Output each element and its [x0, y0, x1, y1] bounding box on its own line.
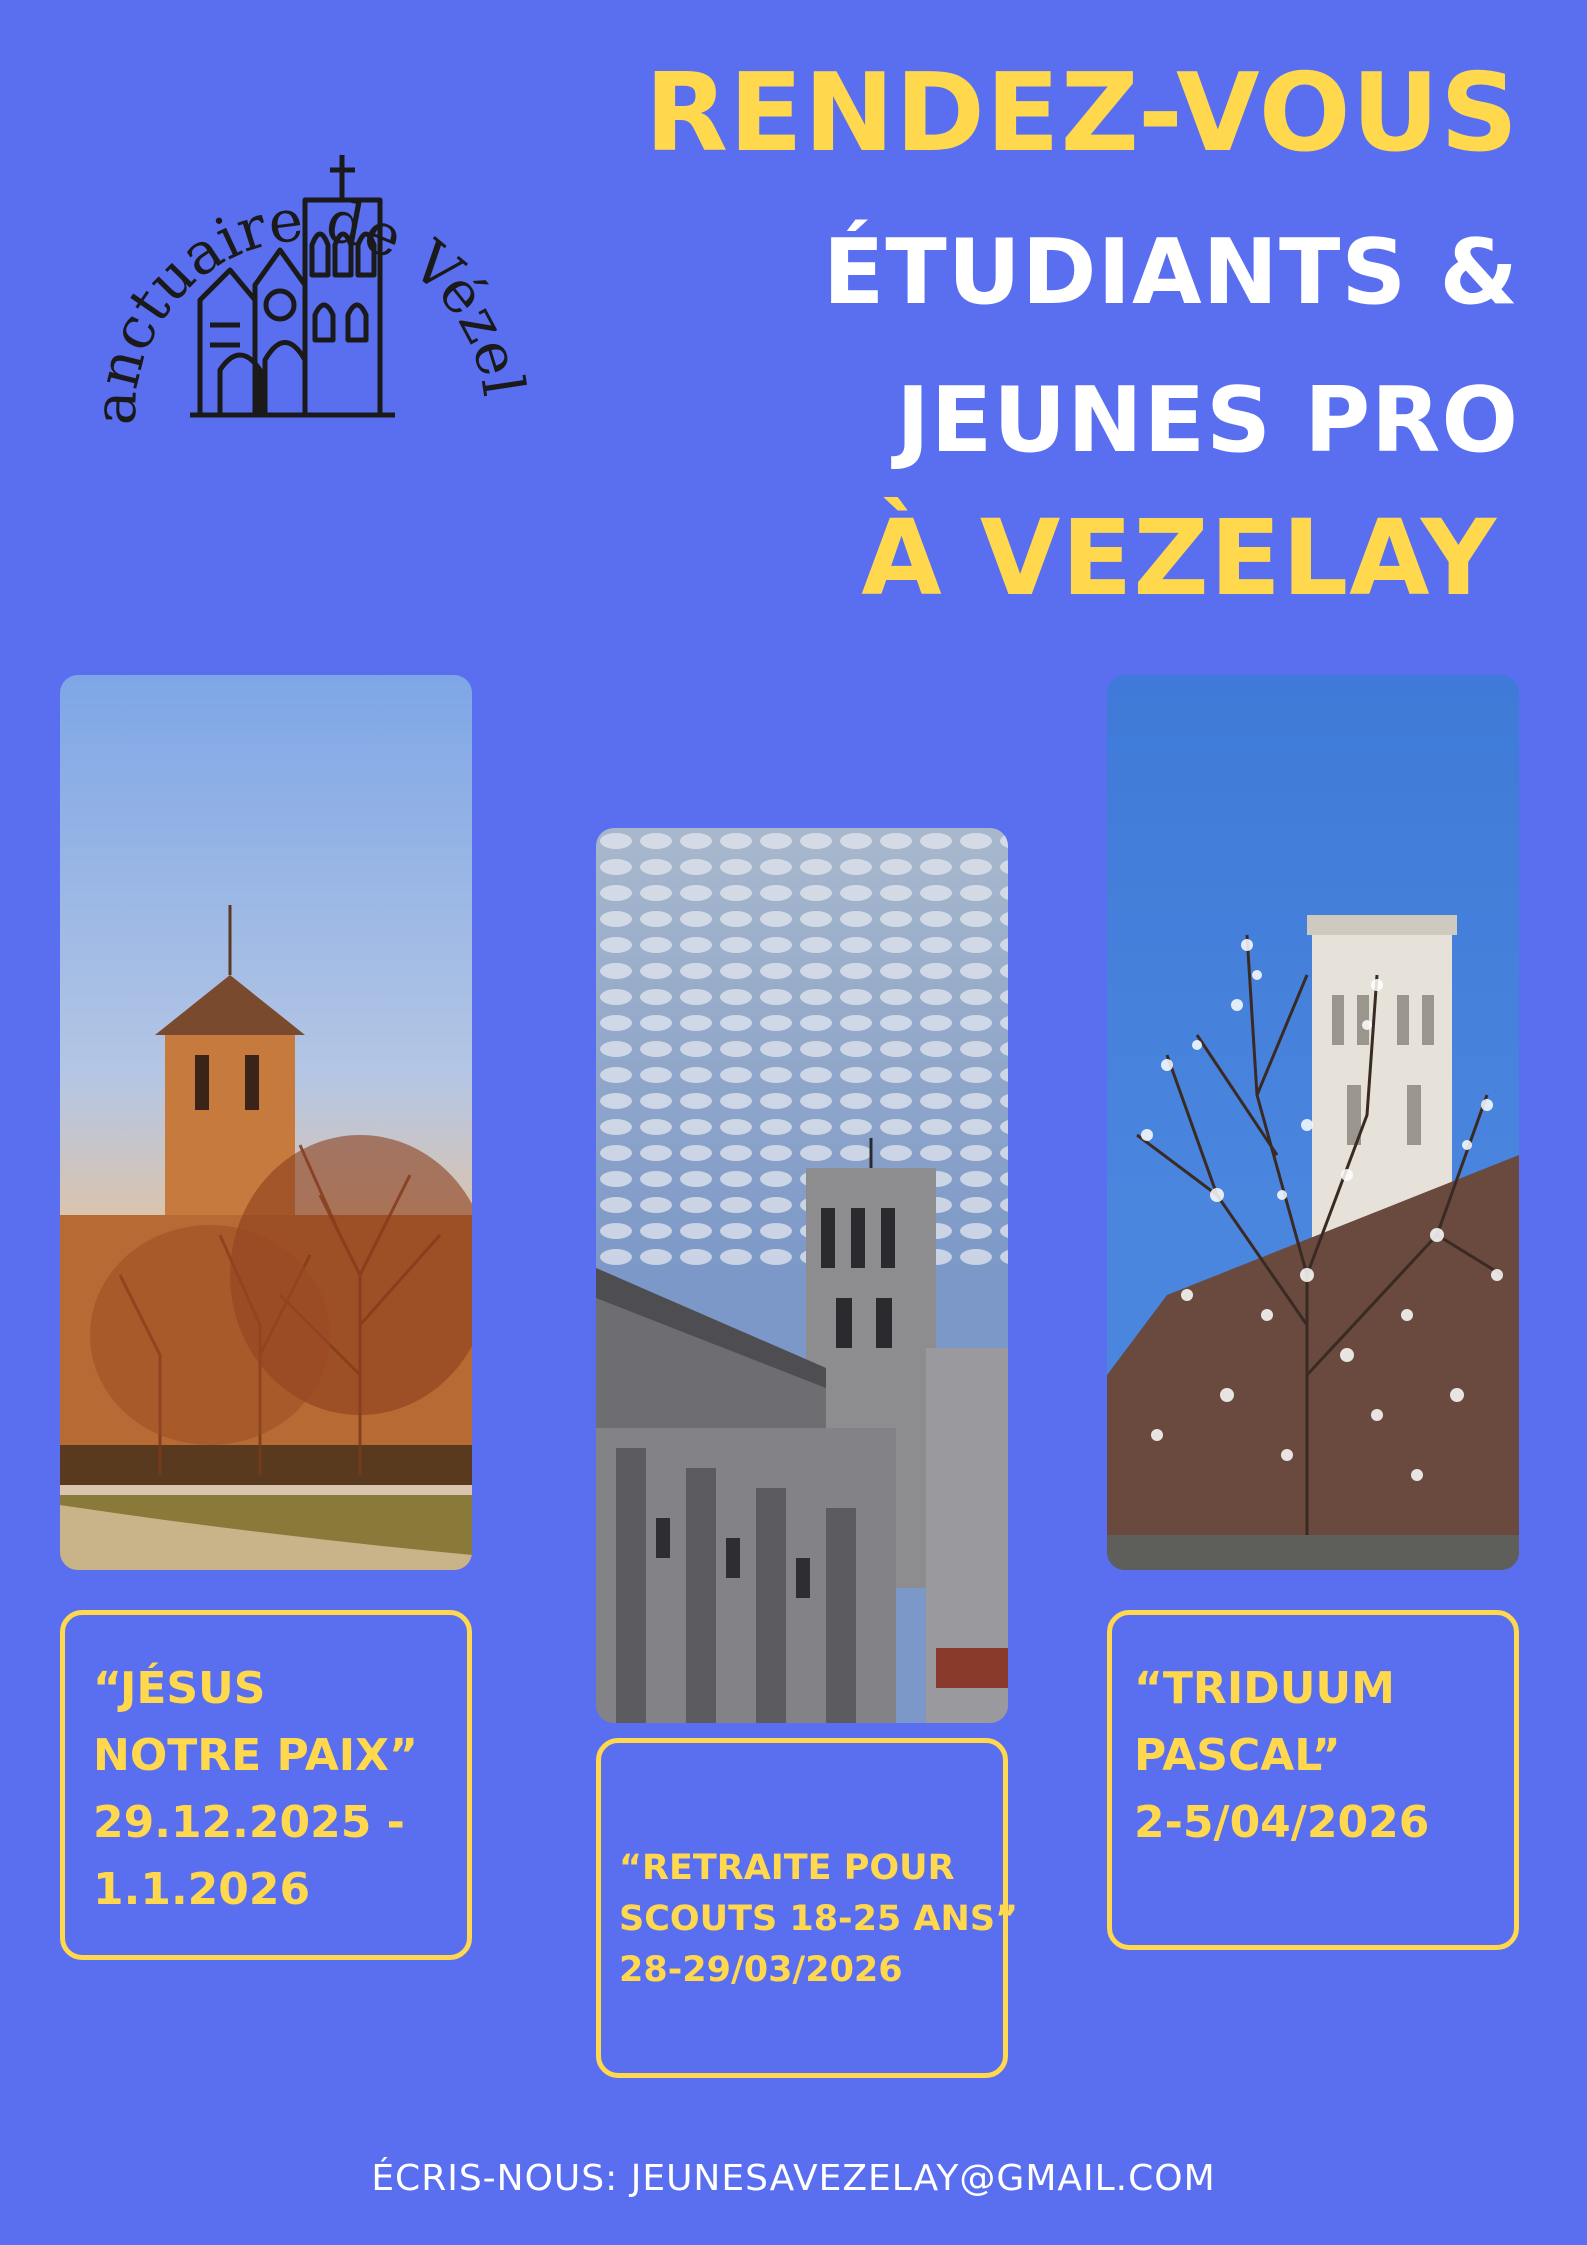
tower-blossom-tree-photo-icon [1107, 675, 1519, 1570]
event-date: 28-29/03/2026 [619, 1950, 903, 1990]
basilica-tower-sunset-photo-icon [60, 675, 472, 1570]
logo-text: anctuaire de Vézel [80, 185, 538, 427]
basilica-drawing-icon [80, 70, 540, 450]
event-title-line-2: SCOUTS 18-25 ANS” [619, 1899, 1019, 1939]
photo-basilica-sunset [60, 675, 472, 1570]
photo-basilica-clouds [596, 828, 1008, 1723]
event-title-line-1: “TRIDUUM [1134, 1663, 1395, 1714]
headline-line-2: ÉTUDIANTS & [822, 220, 1519, 325]
basilica-cloudy-sky-photo-icon [596, 828, 1008, 1723]
event-date-line-2: 1.1.2026 [93, 1864, 311, 1915]
headline [644, 51, 1519, 619]
event-title-line-1: “RETRAITE POUR [619, 1848, 955, 1888]
event-date: 2-5/04/2026 [1134, 1797, 1430, 1848]
headline-line-4: À VEZELAY [861, 497, 1497, 619]
headline-line-3: JEUNES PRO [896, 368, 1519, 473]
event-card-triduum-pascal [1107, 1610, 1519, 1950]
event-title-line-2: NOTRE PAIX” [93, 1730, 418, 1781]
headline-line-1: RENDEZ-VOUS [644, 51, 1519, 176]
event-card-jesus-notre-paix [60, 1610, 472, 1960]
sanctuary-logo [80, 70, 540, 450]
photo-tower-blossom [1107, 675, 1519, 1570]
event-date-line-1: 29.12.2025 - [93, 1797, 405, 1848]
event-card-retraite-scouts [596, 1738, 1019, 2078]
svg-text:Sanctuaire de Vézelay [80, 70, 538, 426]
event-title-line-2: PASCAL” [1134, 1730, 1341, 1781]
event-title-line-1: “JÉSUS [93, 1663, 266, 1714]
contact-email[interactable]: ÉCRIS-NOUS: JEUNESAVEZELAY@GMAIL.COM [371, 2158, 1216, 2199]
